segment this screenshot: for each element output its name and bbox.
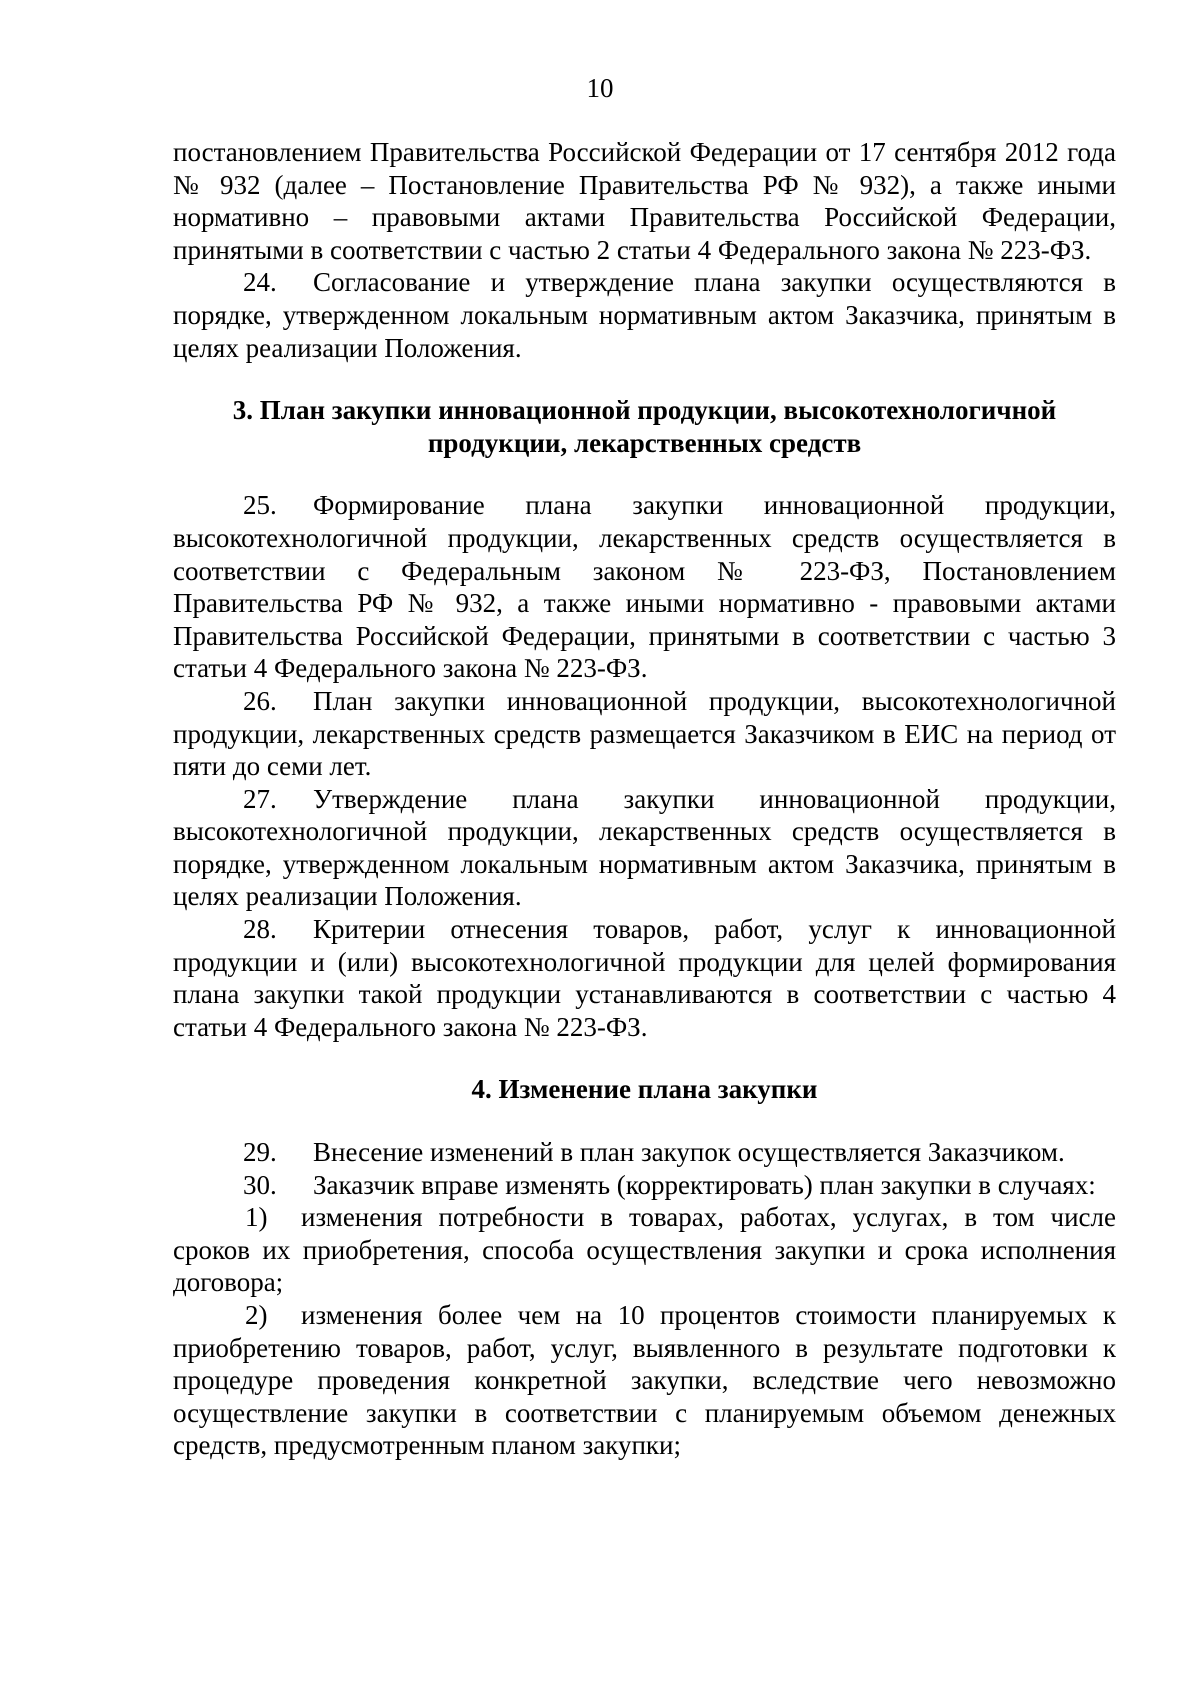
item-number: 29.: [243, 1137, 277, 1168]
item-text: Заказчик вправе изменять (корректировать) план закупки в случаях:: [313, 1169, 1096, 1200]
item-30: [173, 1169, 1116, 1202]
item-text: Внесение изменений в план закупок осуществляется Заказчиком.: [313, 1137, 1065, 1168]
section-3-heading-line-1: 3. План закупки инновационной продукции, высокотехнологичной: [232, 395, 1057, 426]
item-number: 30.: [243, 1169, 277, 1200]
item-25: [173, 489, 1116, 685]
item-text: Формирование плана закупки инновационной продукции, высокотехнологичной продукции, лекарственных средств осуществляется в соответствии с Федеральным законом № 223-ФЗ, Постановлением Правительства РФ № 932, а также иными нормативно - правовыми актами Правительства Российской Федерации, принятыми в соответствии с частью 3 статьи 4 Федерального закона № 223-ФЗ.: [173, 490, 1116, 684]
item-text: Критерии отнесения товаров, работ, услуг к инновационной продукции и (или) высокотехнологичной продукции для целей формирования плана закупки такой продукции устанавливаются в соответствии с частью 4 статьи 4 Федерального закона № 223-ФЗ.: [173, 914, 1116, 1042]
item-27: [173, 783, 1116, 913]
subitem-text: изменения более чем на 10 процентов стоимости планируемых к приобретению товаров, работ, услуг, выявленного в результате подготовки к процедуре проведения конкретной закупки, вследствие чего невозможно осуществление закупки в соответствии с планируемым объемом денежных средств, предусмотренным планом закупки;: [173, 1300, 1116, 1461]
item-number: 28.: [243, 914, 277, 945]
item-29: [173, 1136, 1116, 1169]
item-text: План закупки инновационной продукции, высокотехнологичной продукции, лекарственных средств размещается Заказчиком в ЕИС на период от пяти до семи лет.: [173, 685, 1116, 782]
subitem-2: [173, 1299, 1116, 1462]
document-body: [173, 136, 1116, 1462]
item-24: [173, 266, 1116, 364]
section-4-heading: 4. Изменение плана закупки: [471, 1074, 818, 1105]
item-text: Утверждение плана закупки инновационной продукции, высокотехнологичной продукции, лекарственных средств осуществляется в порядке, утвержденном локальным нормативным актом Заказчика, принятым в целях реализации Положения.: [173, 783, 1116, 912]
item-number: 26.: [243, 685, 277, 716]
page-number: 10: [586, 73, 614, 103]
item-number: 25.: [243, 490, 277, 521]
item-number: 27.: [243, 783, 277, 814]
section-3-heading: [173, 394, 1116, 459]
intro-paragraph: постановлением Правительства Российской Федерации от 17 сентября 2012 года № 932 (далее – Постановление Правительства РФ № 932), а также иными нормативно – правовыми актами Правительства Российской Федерации, принятыми в соответствии с частью 2 статьи 4 Федерального закона № 223-ФЗ.: [173, 137, 1116, 265]
item-number: 24.: [243, 267, 277, 298]
subitem-1: [173, 1201, 1116, 1299]
item-26: [173, 685, 1116, 783]
subitem-number: 2): [245, 1300, 268, 1330]
section-3-heading-line-2: продукции, лекарственных средств: [427, 427, 862, 458]
subitem-text: изменения потребности в товарах, работах, услугах, в том числе сроков их приобретения, способа осуществления закупки и срока исполнения договора;: [173, 1202, 1116, 1298]
item-text: Согласование и утверждение плана закупки осуществляются в порядке, утвержденном локальным нормативным актом Заказчика, принятым в целях реализации Положения.: [173, 267, 1116, 363]
subitem-number: 1): [245, 1202, 268, 1233]
item-28: [173, 913, 1116, 1043]
